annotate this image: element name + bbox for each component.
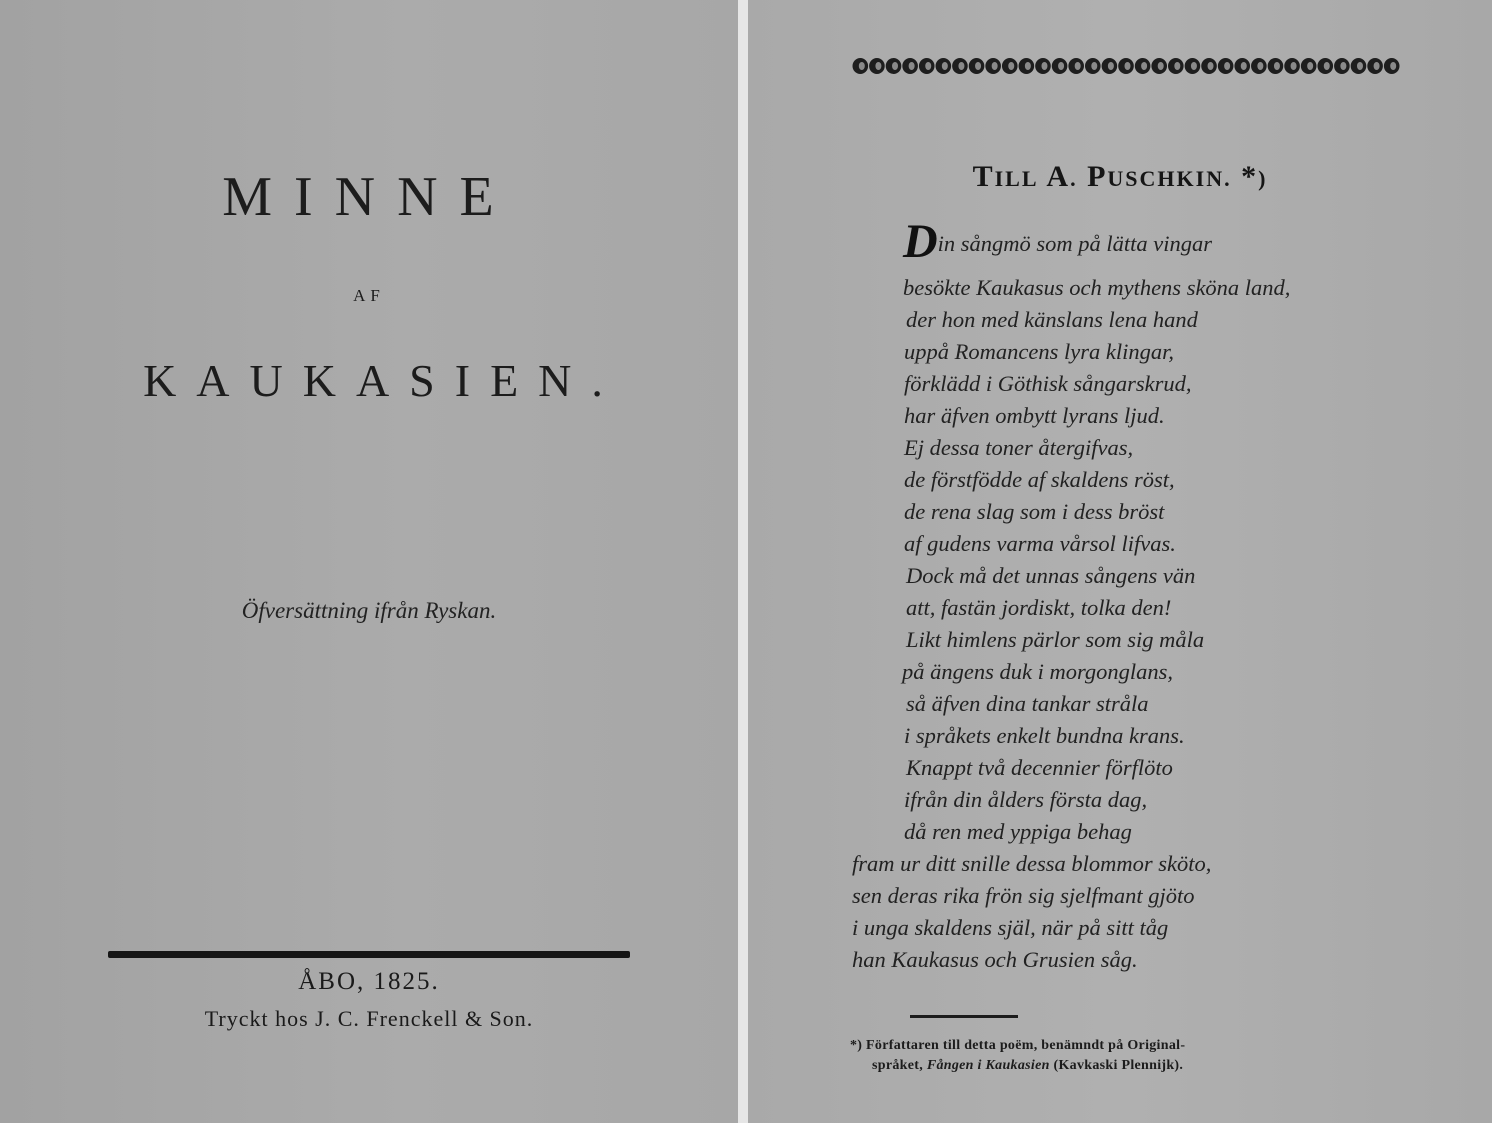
- ornament-bead-highlight: [1357, 62, 1363, 70]
- poem-line: de rena slag som i dess bröst: [904, 499, 1165, 524]
- poem-line: der hon med känslans lena hand: [906, 307, 1198, 332]
- ornament-bead-highlight: [1041, 62, 1047, 70]
- poem-line: fram ur ditt snille dessa blommor sköto,: [852, 851, 1212, 876]
- ornament-bead-highlight: [1125, 62, 1131, 70]
- ornament-bead-highlight: [1108, 62, 1114, 70]
- poem-line: han Kaukasus och Grusien såg.: [852, 947, 1138, 972]
- poem-line: besökte Kaukasus och mythens sköna land,: [903, 275, 1291, 300]
- poem-line: har äfven ombytt lyrans ljud.: [904, 403, 1165, 428]
- imprint-place-year: ÅBO, 1825.: [298, 968, 440, 995]
- ornament-bead-highlight: [1307, 62, 1313, 70]
- ornament-bead-highlight: [909, 62, 915, 70]
- ornament-bead-highlight: [1174, 62, 1180, 70]
- poem-page: [748, 0, 1492, 1123]
- poem-line: i språkets enkelt bundna krans.: [904, 723, 1185, 748]
- ornament-bead-highlight: [892, 62, 898, 70]
- poem-line: sen deras rika frön sig sjelfmant gjöto: [852, 883, 1195, 908]
- translation-note: Öfversättning ifrån Ryskan.: [241, 598, 497, 623]
- ornament-bead-highlight: [925, 62, 931, 70]
- poem-line: de förstfödde af skaldens röst,: [904, 467, 1175, 492]
- ornament-bead-highlight: [942, 62, 948, 70]
- ornament-bead-highlight: [1208, 62, 1214, 70]
- ornament-bead-highlight: [1257, 62, 1263, 70]
- ornament-bead-highlight: [975, 62, 981, 70]
- poem-heading: TILL A. PUSCHKIN. *): [972, 160, 1268, 193]
- drop-cap: D: [903, 215, 938, 268]
- footnote-divider: [910, 1015, 1018, 1018]
- ornament-bead-highlight: [1141, 62, 1147, 70]
- ornament-bead-highlight: [1058, 62, 1064, 70]
- ornament-bead-highlight: [992, 62, 998, 70]
- poem-line: så äfven dina tankar stråla: [906, 691, 1149, 716]
- ornament-bead-highlight: [1008, 62, 1014, 70]
- page-gutter: [738, 0, 748, 1123]
- footnote: *) Författaren till detta poëm, benämndt på Original- språket, Fången i Kaukasien (Kavkaski Plennijk).: [850, 1038, 1186, 1073]
- ornament-bead-highlight: [1374, 62, 1380, 70]
- poem-line: ifrån din ålders första dag,: [904, 787, 1148, 812]
- poem-line: af gudens varma vårsol lifvas.: [904, 531, 1176, 556]
- poem-line: att, fastän jordiskt, tolka den!: [906, 595, 1172, 620]
- poem-line: förklädd i Göthisk sångarskrud,: [904, 371, 1192, 396]
- poem-line: uppå Romancens lyra klingar,: [904, 339, 1174, 364]
- ornament-bead-highlight: [1158, 62, 1164, 70]
- ornament-bead-highlight: [1224, 62, 1230, 70]
- poem-line: Knappt två decennier förflöto: [906, 755, 1173, 780]
- poem-line: Likt himlens pärlor som sig måla: [906, 627, 1205, 652]
- ornament-bead-highlight: [875, 62, 881, 70]
- ornament-bead-highlight: [958, 62, 964, 70]
- poem-line: på ängens duk i morgonglans,: [902, 659, 1174, 684]
- poem-line: då ren med yppiga behag: [904, 819, 1132, 844]
- ornament-bead-highlight: [1075, 62, 1081, 70]
- title-af: AF: [353, 286, 385, 305]
- ornament-bead-highlight: [1091, 62, 1097, 70]
- poem-line-1: Din sångmö som på lätta vingar: [903, 215, 1213, 268]
- book-title: MINNE: [222, 166, 516, 228]
- imprint-divider: [108, 951, 630, 958]
- book-subtitle: KAUKASIEN.: [143, 355, 623, 406]
- imprint-printer: Tryckt hos J. C. Frenckell & Son.: [204, 1006, 534, 1031]
- poem-line: Ej dessa toner återgifvas,: [904, 435, 1134, 460]
- ornament-bead-highlight: [1241, 62, 1247, 70]
- ornament-bead-highlight: [1324, 62, 1330, 70]
- ornament-bead-highlight: [1274, 62, 1280, 70]
- ornament-bead-highlight: [1340, 62, 1346, 70]
- ornament-bead-highlight: [1191, 62, 1197, 70]
- title-page: [0, 0, 738, 1123]
- ornament-bead-highlight: [859, 62, 865, 70]
- ornament-bead-highlight: [1291, 62, 1297, 70]
- ornament-bead-highlight: [1025, 62, 1031, 70]
- ornament-border: [852, 56, 1400, 76]
- poem-line: i unga skaldens själ, när på sitt tåg: [852, 915, 1169, 940]
- ornament-bead-highlight: [1390, 62, 1396, 70]
- poem-line: Dock må det unnas sångens vän: [906, 563, 1196, 588]
